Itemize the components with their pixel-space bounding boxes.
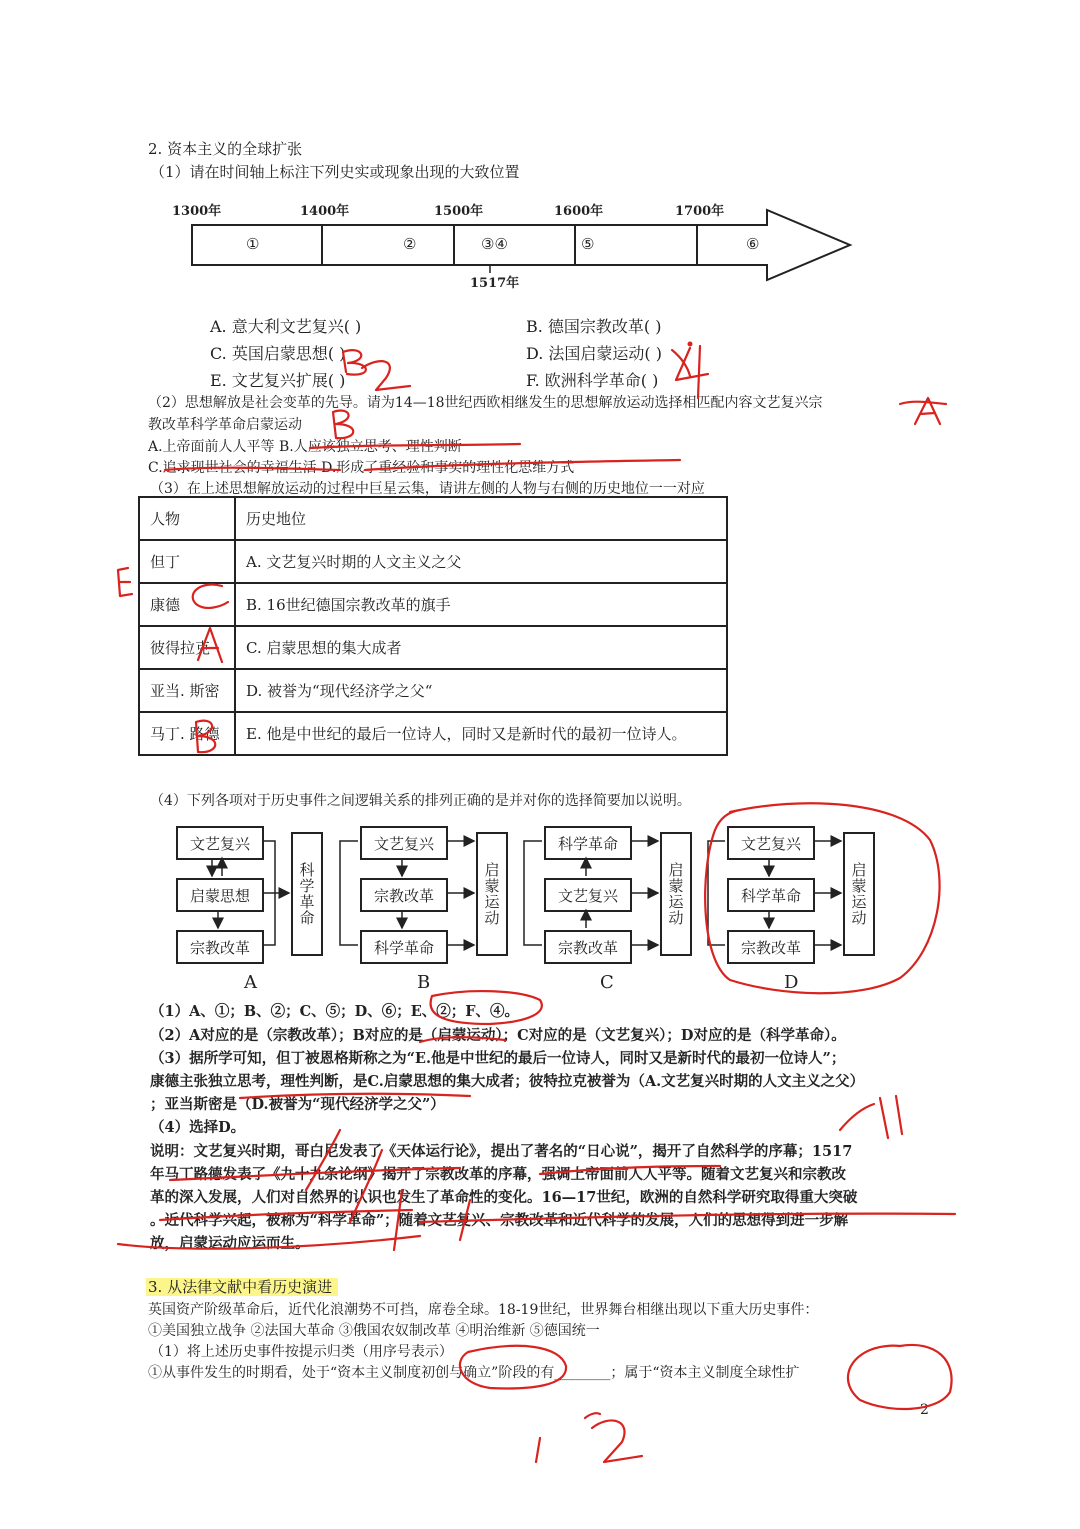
- diagram-box: 文艺复兴: [360, 826, 448, 860]
- table-cell: 彼得拉克: [139, 626, 235, 669]
- diagram-box: 宗教改革: [727, 930, 815, 964]
- explanation-line3: 革的深入发展，人们对自然界的认识也发生了革命性的变化。16—17世纪，欧洲的自然科学研究取得重大突破: [150, 1189, 858, 1206]
- segment-label: ⑥: [746, 235, 760, 253]
- question-2-options1: A.上帝面前人人平等 B.人应该独立思考、理性判断: [148, 439, 462, 455]
- section3-question-1: （1）将上述历史事件按提示归类（用序号表示）: [150, 1344, 453, 1360]
- table-cell: 但丁: [139, 540, 235, 583]
- page-number: 2: [920, 1402, 929, 1418]
- diagram-box: 文艺复兴: [544, 878, 632, 912]
- diagram-box: 宗教改革: [544, 930, 632, 964]
- option-a: A. 意大利文艺复兴( ): [210, 317, 362, 336]
- diagram-label: A: [244, 972, 257, 993]
- answer-1: （1）A、①；B、②；C、⑤；D、⑥；E、②；F、④。: [150, 1003, 520, 1020]
- diagram-side-box: 科学革命: [291, 832, 323, 956]
- option-e: E. 文艺复兴扩展( ): [210, 371, 346, 390]
- table-cell: A. 文艺复兴时期的人文主义之父: [235, 540, 727, 583]
- table-row: [139, 669, 727, 712]
- diagram-side-box: 启蒙运动: [843, 832, 875, 956]
- option-c: C. 英国启蒙思想( ): [210, 344, 346, 363]
- table-cell: 亚当. 斯密: [139, 669, 235, 712]
- option-d: D. 法国启蒙运动( ): [526, 344, 663, 363]
- table-cell: D. 被誉为“现代经济学之父“: [235, 669, 727, 712]
- section3-events: ①美国独立战争 ②法国大革命 ③俄国农奴制改革 ④明治维新 ⑤德国统一: [148, 1323, 600, 1339]
- question-4: （4）下列各项对于历史事件之间逻辑关系的排列正确的是并对你的选择简要加以说明。: [150, 793, 691, 809]
- question-3: （3）在上述思想解放运动的过程中巨星云集，请讲左侧的人物与右侧的历史地位一一对应: [150, 481, 705, 497]
- explanation-line2: 年马丁路德发表了《九十九条论纲》揭开了宗教改革的序幕，强调上帝面前人人平等。随着文艺复兴和宗教改: [150, 1166, 846, 1183]
- answer-3-line2: 康德主张独立思考，理性判断，是C.启蒙思想的集大成者；彼特拉克被誉为（A.文艺复兴时期的人文主义之父）: [150, 1073, 865, 1090]
- question-2-line1: （2）思想解放是社会变革的先导。请为14—18世纪西欧相继发生的思想解放运动选择相匹配内容文艺复兴宗: [148, 395, 823, 411]
- table-row: [139, 712, 727, 755]
- diagram-label: D: [784, 972, 799, 993]
- answer-3-line1: （3）据所学可知，但丁被恩格斯称之为“E.他是中世纪的最后一位诗人，同时又是新时代的最初一位诗人”；: [150, 1050, 846, 1067]
- table-cell: E. 他是中世纪的最后一位诗人，同时又是新时代的最初一位诗人。: [235, 712, 727, 755]
- table-row: [139, 540, 727, 583]
- diagram-label: C: [600, 972, 614, 993]
- table-header-row: [139, 497, 727, 540]
- table-row: [139, 583, 727, 626]
- segment-label: ①: [246, 235, 260, 253]
- explanation-line1: 说明：文艺复兴时期，哥白尼发表了《天体运行论》，提出了著名的“日心说”，揭开了自然科学的序幕；1517: [150, 1143, 853, 1160]
- explanation-line4: 。近代科学兴起，被称为“科学革命”；随着文艺复兴、宗教改革和近代科学的发展，人们的思想得到进一步解: [150, 1212, 849, 1229]
- diagram-box: 科学革命: [360, 930, 448, 964]
- answer-3-line3: ；亚当斯密是（D.被誉为“现代经济学之父”）: [150, 1096, 445, 1113]
- segment-label: ②: [403, 235, 417, 253]
- diagram-side-box: 启蒙运动: [660, 832, 692, 956]
- section2-title: 2. 资本主义的全球扩张: [148, 140, 303, 158]
- segment-label: ③④: [481, 235, 508, 253]
- diagram-box: 启蒙思想: [176, 878, 264, 912]
- segment-label: ⑤: [581, 235, 595, 253]
- answer-4: （4）选择D。: [150, 1119, 246, 1136]
- answer-2: （2）A对应的是（宗教改革）；B对应的是（启蒙运动）；C对应的是（文艺复兴）；D对应的是（科学革命）。: [150, 1027, 846, 1044]
- year-label: 1700年: [675, 204, 725, 219]
- table-cell: B. 16世纪德国宗教改革的旗手: [235, 583, 727, 626]
- diagram-box: 宗教改革: [176, 930, 264, 964]
- table-cell: 马丁. 路德: [139, 712, 235, 755]
- option-b: B. 德国宗教改革( ): [526, 317, 662, 336]
- year-label: 1300年: [172, 204, 222, 219]
- year-label: 1600年: [554, 204, 604, 219]
- table-row: [139, 626, 727, 669]
- table-header-cell: 历史地位: [235, 497, 727, 540]
- section3-intro: 英国资产阶级革命后，近代化浪潮势不可挡，席卷全球。18-19世纪，世界舞台相继出现以下重大历史事件：: [148, 1302, 819, 1318]
- timeline-marker: 1517年: [470, 276, 520, 291]
- table-cell: 康德: [139, 583, 235, 626]
- diagram-label: B: [417, 972, 431, 993]
- diagram-side-box: 启蒙运动: [476, 832, 508, 956]
- diagram-box: 文艺复兴: [727, 826, 815, 860]
- section3-title: [146, 1276, 338, 1297]
- person-table: [138, 496, 728, 756]
- year-label: 1500年: [434, 204, 484, 219]
- year-label: 1400年: [300, 204, 350, 219]
- explanation-line5: 放，启蒙运动应运而生。: [150, 1235, 310, 1252]
- table-header-cell: 人物: [139, 497, 235, 540]
- timeline-arrow: [0, 0, 1080, 300]
- question-2-line2: 教改革科学革命启蒙运动: [148, 417, 302, 433]
- option-f: F. 欧洲科学革命( ): [526, 371, 659, 390]
- section3-question-1-line: ①从事件发生的时期看，处于“资本主义制度初创与确立”阶段的有________；属于“资本主义制度全球性扩: [148, 1365, 800, 1381]
- table-cell: C. 启蒙思想的集大成者: [235, 626, 727, 669]
- question-1: （1）请在时间轴上标注下列史实或现象出现的大致位置: [150, 163, 520, 181]
- diagram-box: 科学革命: [544, 826, 632, 860]
- diagram-box: 科学革命: [727, 878, 815, 912]
- diagram-box: 宗教改革: [360, 878, 448, 912]
- question-2-options2: C.追求现世社会的幸福生活 D.形成了重经验和事实的理性化思维方式: [148, 460, 575, 476]
- diagram-box: 文艺复兴: [176, 826, 264, 860]
- section3-title-text: 3. 从法律文献中看历史演进: [146, 1278, 338, 1296]
